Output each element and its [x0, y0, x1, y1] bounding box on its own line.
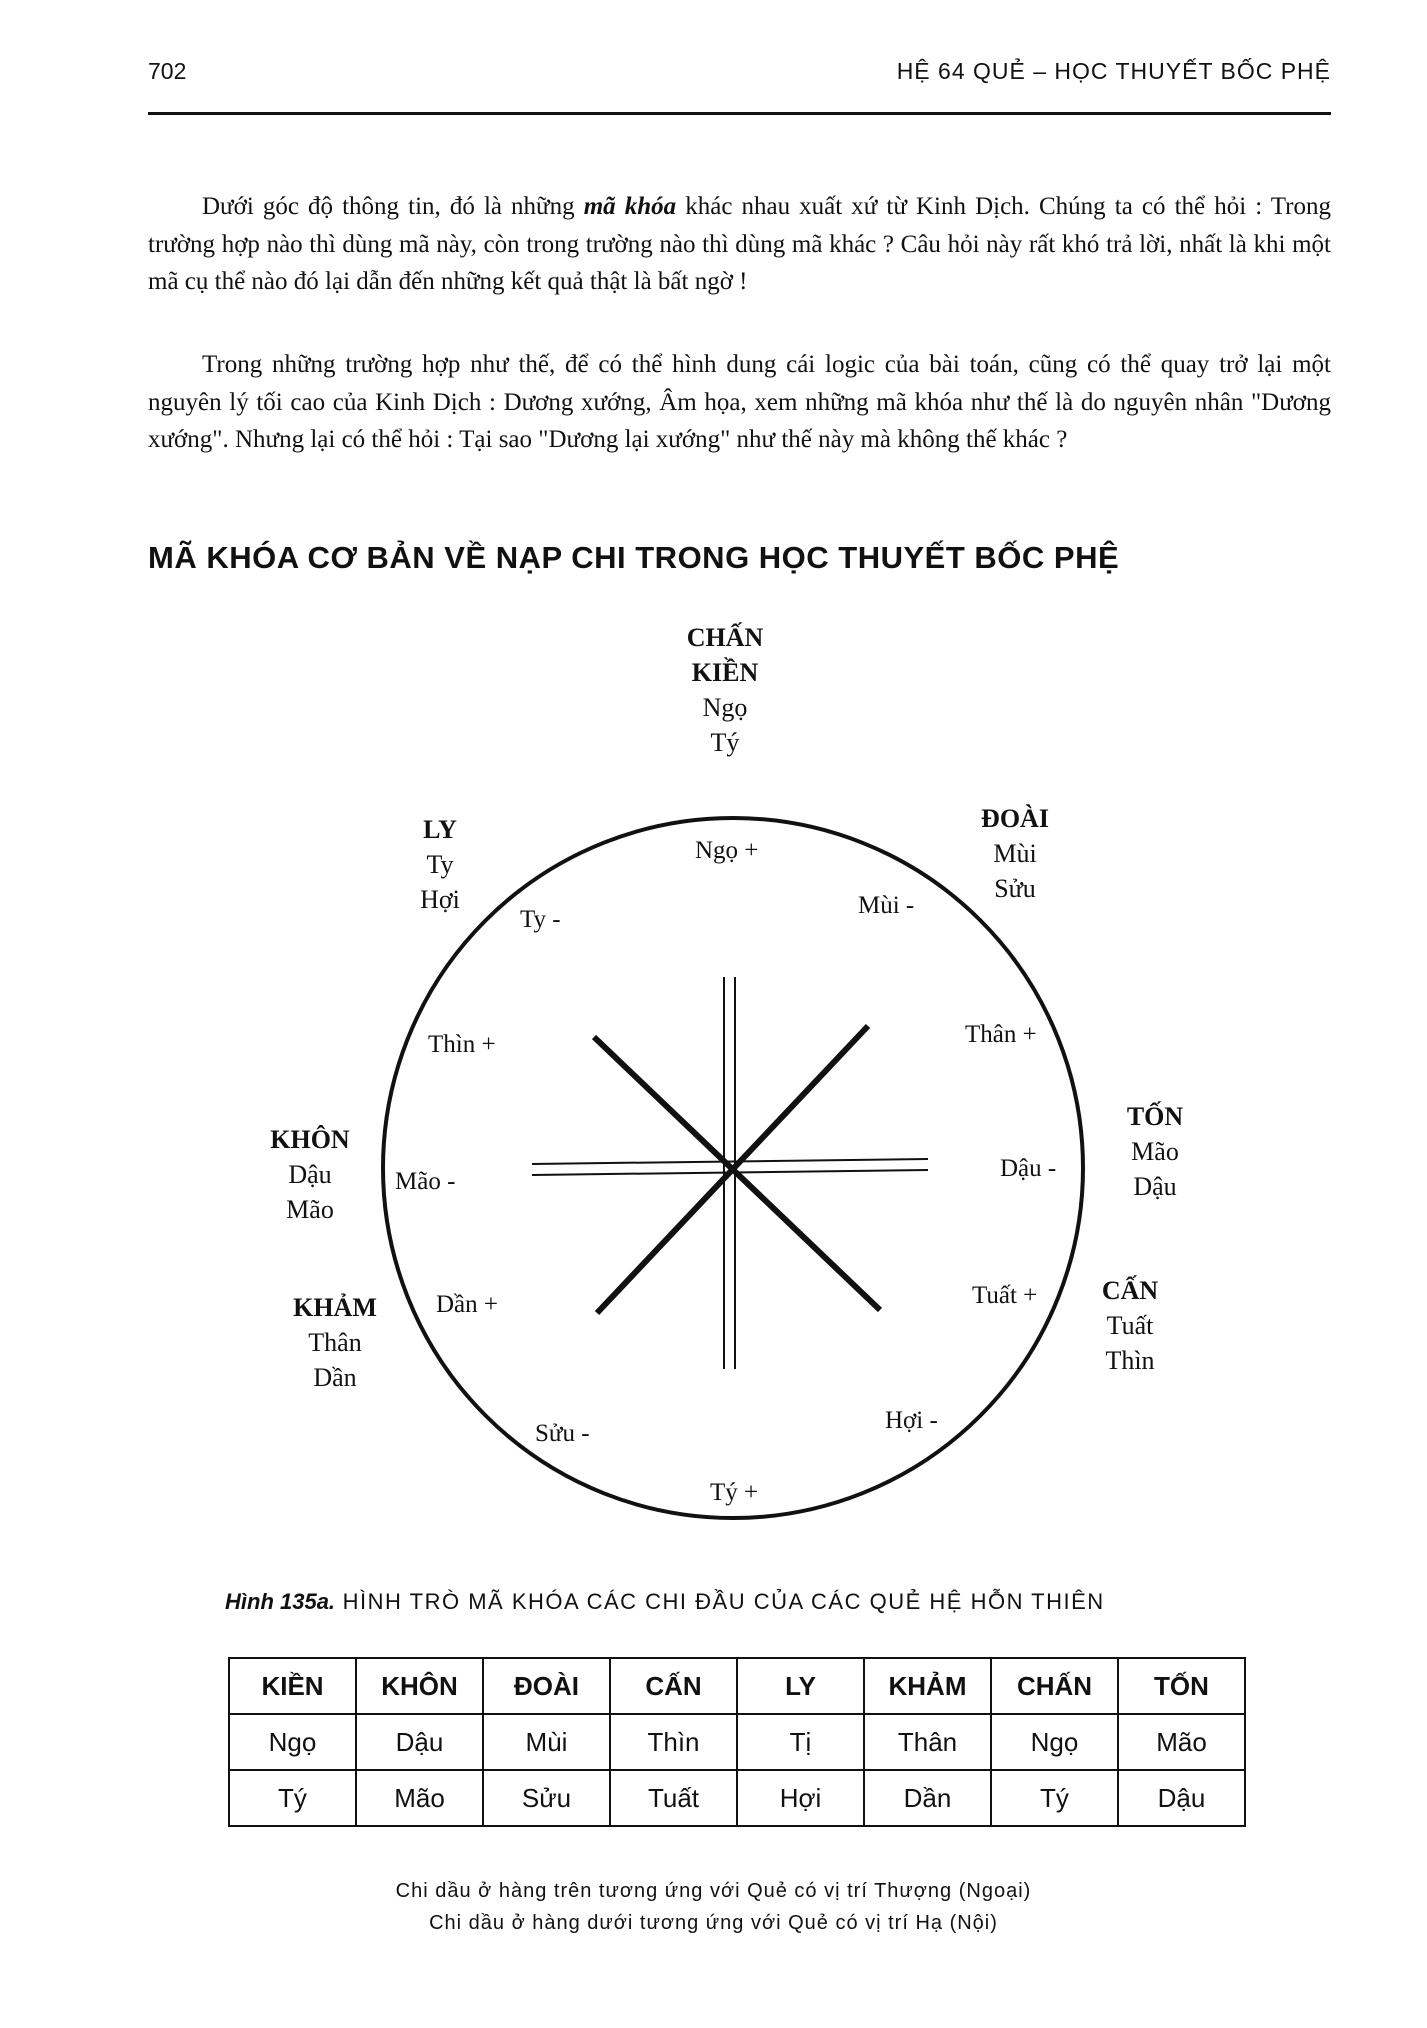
table-cell: Sửu — [483, 1770, 610, 1826]
label-can-group — [1070, 1273, 1190, 1378]
label-kham-sub1: Thân — [308, 1328, 362, 1357]
inner-hoi: Hợi - — [885, 1407, 938, 1434]
table-cell: Tý — [229, 1770, 356, 1826]
table-cell: Thìn — [610, 1714, 737, 1770]
table-cell: Hợi — [737, 1770, 864, 1826]
table-note-1: Chi dầu ở hàng trên tương ứng với Quẻ có vị trí Thượng (Ngoại) — [395, 1880, 1032, 1902]
label-ton-sub2: Dậu — [1133, 1172, 1177, 1201]
table-row — [229, 1770, 1245, 1826]
table-header-cell: CHẤN — [991, 1658, 1118, 1714]
table-header-cell: ĐOÀI — [483, 1658, 610, 1714]
inner-ty-bottom: Tý + — [710, 1479, 759, 1506]
label-kham: KHẢM — [293, 1293, 377, 1322]
label-kham-group — [275, 1290, 395, 1395]
label-ly-group — [380, 812, 500, 917]
table-note-2: Chi dầu ở hàng dưới tương ứng với Quẻ có vị trí Hạ (Nội) — [429, 1912, 998, 1934]
inner-tuat: Tuất + — [972, 1282, 1038, 1309]
label-khon: KHÔN — [270, 1125, 350, 1154]
label-doai: ĐOÀI — [981, 804, 1049, 833]
label-ly-sub2: Hợi — [420, 885, 460, 914]
table-cell: Mùi — [483, 1714, 610, 1770]
label-doai-sub2: Sửu — [994, 874, 1036, 903]
page-number: 702 — [148, 58, 187, 84]
inner-mui: Mùi - — [858, 892, 915, 919]
figure-caption-text: HÌNH TRÒ MÃ KHÓA CÁC CHI ĐẦU CỦA CÁC QUẺ HỆ HỖN THIÊN — [342, 1589, 1105, 1614]
label-ly-sub1: Ty — [426, 850, 454, 879]
figure-label: Hình 135a. — [225, 1589, 336, 1614]
table-header-row — [229, 1658, 1245, 1714]
label-khon-sub2: Mão — [286, 1195, 334, 1224]
table-header-cell: KHÔN — [356, 1658, 483, 1714]
label-chan: CHẤN — [686, 623, 764, 652]
inner-dan: Dần + — [436, 1291, 498, 1318]
table-cell: Ngọ — [229, 1714, 356, 1770]
label-ton: TỐN — [1126, 1102, 1184, 1131]
label-khon-sub1: Dậu — [288, 1160, 332, 1189]
emphasis-ma-khoa: mã khóa — [583, 193, 677, 220]
label-doai-group — [950, 801, 1080, 906]
table-header-cell: TỐN — [1118, 1658, 1245, 1714]
label-kham-sub2: Dần — [313, 1363, 357, 1392]
table-cell: Dần — [864, 1770, 991, 1826]
table-cell: Thân — [864, 1714, 991, 1770]
label-khon-group — [250, 1122, 370, 1227]
inner-ngo: Ngọ + — [695, 837, 759, 864]
table-header-cell: LY — [737, 1658, 864, 1714]
inner-mao: Mão - — [395, 1168, 456, 1195]
inner-dau: Dậu - — [1000, 1155, 1057, 1182]
diagonal-line-b — [597, 1026, 868, 1313]
table-header-cell: KIỀN — [229, 1658, 356, 1714]
label-can-sub1: Tuất — [1106, 1311, 1154, 1340]
label-kien: KIỀN — [691, 658, 759, 687]
inner-than: Thân + — [965, 1021, 1037, 1048]
label-can-sub2: Thìn — [1105, 1346, 1155, 1375]
table-cell: Tị — [737, 1714, 864, 1770]
table-row — [229, 1714, 1245, 1770]
label-ton-sub1: Mão — [1131, 1137, 1179, 1166]
label-can: CẤN — [1101, 1276, 1159, 1305]
inner-ty-top: Ty - — [520, 906, 561, 933]
label-chan-kien-sub1: Ngọ — [702, 693, 748, 722]
table-cell: Dậu — [1118, 1770, 1245, 1826]
inner-thin: Thìn + — [428, 1031, 496, 1058]
label-ly: LY — [423, 815, 457, 844]
paragraph-1-text: Dưới góc độ thông tin, đó là những mã khóa khác nhau xuất xứ từ Kinh Dịch. Chúng ta có thể hỏi : Trong trường hợp nào thì dùng mã này, còn trong trường nào thì dùng mã khác ? Câu hỏi này rất khó trả lời, nhất là khi một mã cụ thể nào đó lại dẫn đến những kết quả thật là bất ngờ ! — [148, 193, 1332, 295]
label-ton-group — [1095, 1099, 1215, 1204]
label-doai-sub1: Mùi — [993, 839, 1037, 868]
paragraph-2: Trong những trường hợp như thế, để có thể hình dung cái logic của bài toán, cũng có thể quay trở lại một nguyên lý tối cao của Kinh Dịch : Dương xướng, Âm họa, xem những mã khóa như thế là do nguyên nhân "Dương xướng". Nhưng lại có thể hỏi : Tại sao "Dương lại xướng" như thế này mà không thế khác ? — [148, 351, 1331, 453]
table-cell: Ngọ — [991, 1714, 1118, 1770]
label-chan-kien-sub2: Tý — [710, 728, 740, 757]
table-cell: Mão — [1118, 1714, 1245, 1770]
label-chan-kien — [660, 620, 790, 760]
nap-chi-table — [228, 1657, 1246, 1827]
table-cell: Tý — [991, 1770, 1118, 1826]
table-header-cell: KHẢM — [864, 1658, 991, 1714]
table-cell: Mão — [356, 1770, 483, 1826]
table-cell: Tuất — [610, 1770, 737, 1826]
table-header-cell: CẤN — [610, 1658, 737, 1714]
section-heading: MÃ KHÓA CƠ BẢN VỀ NẠP CHI TRONG HỌC THUYẾT BỐC PHỆ — [148, 540, 1120, 575]
figure-caption — [225, 1589, 1105, 1615]
table-cell: Dậu — [356, 1714, 483, 1770]
inner-suu: Sửu - — [535, 1420, 590, 1447]
running-title: HỆ 64 QUẺ – HỌC THUYẾT BỐC PHỆ — [896, 58, 1331, 84]
